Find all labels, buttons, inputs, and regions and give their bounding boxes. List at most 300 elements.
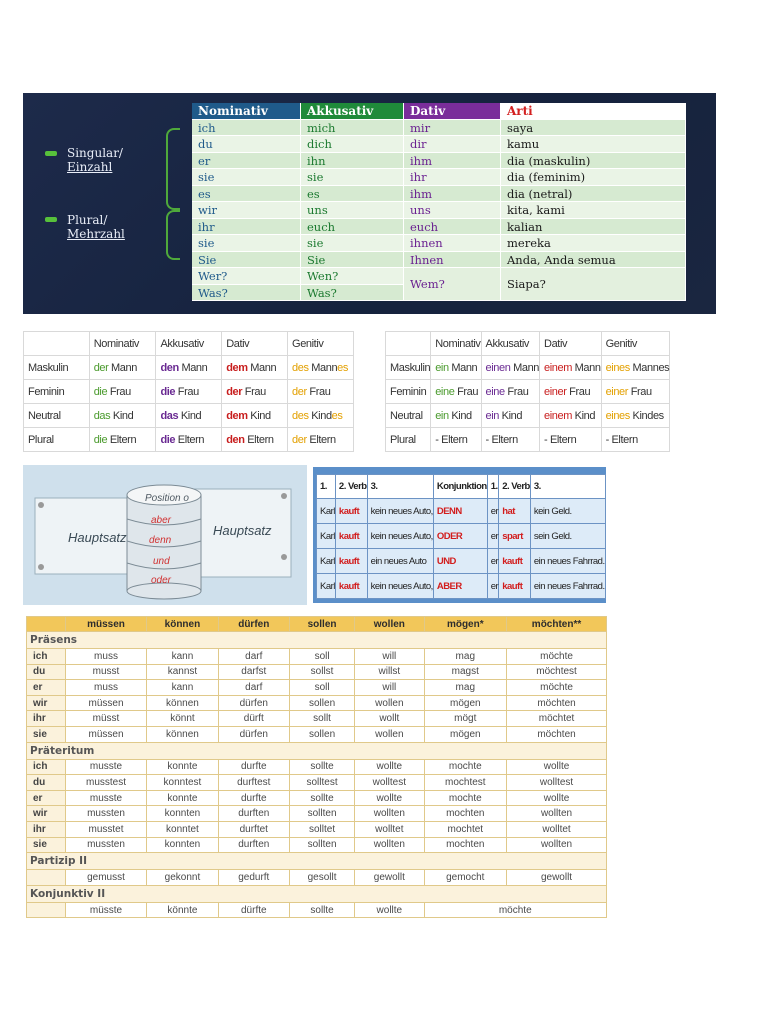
article-cell bbox=[89, 404, 156, 428]
pronoun-cell: dia (netral) bbox=[501, 186, 686, 203]
article-cell bbox=[540, 404, 602, 428]
bullet-icon bbox=[45, 151, 57, 156]
modal-cell: mochte bbox=[424, 790, 507, 806]
article-row-label: Maskulin bbox=[24, 356, 90, 380]
modal-pronoun: wir bbox=[27, 806, 66, 822]
article-part: Kind bbox=[247, 409, 271, 422]
modal-cell: mögt bbox=[424, 711, 507, 727]
modal-cell: wolltet bbox=[355, 821, 424, 837]
article-part: Kind bbox=[308, 409, 332, 422]
modal-cell: sollst bbox=[289, 664, 354, 680]
modal-cell: mag bbox=[424, 649, 507, 665]
modal-cell: konntest bbox=[147, 775, 218, 791]
article-part: Frau bbox=[504, 385, 529, 398]
article-part: einem bbox=[544, 361, 572, 374]
modal-header-cell: können bbox=[147, 617, 218, 632]
pronoun-cell: sie bbox=[301, 235, 404, 252]
modal-cell: könnte bbox=[147, 902, 218, 918]
diagram-left-label: Hauptsatz bbox=[68, 530, 127, 545]
conj-cell: Karl bbox=[317, 574, 336, 599]
pronoun-row bbox=[192, 235, 686, 252]
pronoun-row bbox=[192, 136, 686, 153]
article-cell bbox=[601, 356, 670, 380]
conj-cell: kauft bbox=[335, 574, 367, 599]
conj-cell: UND bbox=[433, 549, 487, 574]
article-part: Kindes bbox=[629, 409, 664, 422]
article-part: dem bbox=[226, 361, 248, 374]
article-part: Mann bbox=[308, 361, 338, 374]
modal-cell: möchte bbox=[507, 680, 607, 696]
modal-cell: wollten bbox=[507, 837, 607, 853]
modal-cell: durftest bbox=[218, 775, 289, 791]
conj-cell: ODER bbox=[433, 524, 487, 549]
article-part: - Eltern bbox=[544, 433, 577, 446]
modal-pronoun: wir bbox=[27, 695, 66, 711]
modal-pronoun: er bbox=[27, 680, 66, 696]
modal-pronoun: sie bbox=[27, 726, 66, 742]
pronoun-question-block bbox=[192, 268, 686, 301]
modal-cell: durftet bbox=[218, 821, 289, 837]
pronoun-cell: mich bbox=[301, 120, 404, 137]
modal-cell: dürfte bbox=[218, 902, 289, 918]
pronoun-cell: Sie bbox=[192, 252, 301, 269]
modal-row bbox=[27, 902, 607, 918]
article-row-label: Feminin bbox=[24, 380, 90, 404]
conj-header-cell: 3. bbox=[367, 475, 433, 499]
article-cell bbox=[540, 356, 602, 380]
modal-header-cell: möchten** bbox=[507, 617, 607, 632]
pronoun-cell: es bbox=[192, 186, 301, 203]
conj-cell: Karl bbox=[317, 524, 336, 549]
modal-cell: musst bbox=[65, 664, 147, 680]
modal-cell: wollte bbox=[507, 790, 607, 806]
pronoun-cell: Anda, Anda semua bbox=[501, 252, 686, 269]
article-row bbox=[386, 404, 670, 428]
article-part: Kind bbox=[110, 409, 134, 422]
article-part: das bbox=[160, 409, 179, 422]
modal-cell: konnte bbox=[147, 790, 218, 806]
article-part: - Eltern bbox=[435, 433, 468, 446]
pronoun-cell: dia (feminim) bbox=[501, 169, 686, 186]
modal-section-row bbox=[27, 632, 607, 649]
pronoun-cell: Was? bbox=[301, 285, 404, 302]
modal-cell: soll bbox=[289, 649, 354, 665]
article-cell bbox=[540, 380, 602, 404]
article-part: Mann bbox=[178, 361, 208, 374]
article-part: den bbox=[226, 433, 245, 446]
modal-row bbox=[27, 759, 607, 775]
modal-cell: mögen bbox=[424, 695, 507, 711]
article-row-label: Neutral bbox=[386, 404, 431, 428]
modal-pronoun: ihr bbox=[27, 711, 66, 727]
modal-pronoun: du bbox=[27, 664, 66, 680]
pronoun-header-cell: Akkusativ bbox=[301, 103, 404, 120]
modal-row bbox=[27, 775, 607, 791]
article-part: - Eltern bbox=[485, 433, 518, 446]
conj-header-row bbox=[317, 475, 606, 499]
article-cell bbox=[601, 428, 670, 452]
modal-cell: wolltest bbox=[355, 775, 424, 791]
modal-row bbox=[27, 837, 607, 853]
modal-cell: wollt bbox=[355, 711, 424, 727]
modal-cell: können bbox=[147, 726, 218, 742]
pronoun-cell: kamu bbox=[501, 136, 686, 153]
pronoun-cell: Wer? bbox=[192, 268, 301, 285]
modal-cell: wollen bbox=[355, 726, 424, 742]
modal-cell: konntet bbox=[147, 821, 218, 837]
pronoun-row bbox=[192, 169, 686, 186]
conj-cell: er bbox=[487, 574, 498, 599]
conj-cell: kauft bbox=[499, 549, 531, 574]
conj-row bbox=[317, 574, 606, 599]
bullet-icon bbox=[45, 217, 57, 222]
modal-cell: wollte bbox=[355, 790, 424, 806]
pronoun-cell: euch bbox=[404, 219, 501, 236]
modal-cell: musstest bbox=[65, 775, 147, 791]
article-cell bbox=[156, 404, 222, 428]
article-part: Eltern bbox=[306, 433, 336, 446]
conjunction-table bbox=[316, 474, 606, 599]
conj-header-cell: 3. bbox=[530, 475, 605, 499]
article-header-cell: Genitiv bbox=[601, 332, 670, 356]
pronoun-cell: wir bbox=[192, 202, 301, 219]
article-part: Mannes bbox=[629, 361, 670, 374]
pronoun-cell: sie bbox=[192, 169, 301, 186]
diagram-svg bbox=[23, 465, 307, 605]
screw-icon bbox=[281, 493, 287, 499]
article-part: das bbox=[93, 409, 111, 422]
modal-verb-table bbox=[26, 616, 607, 918]
modal-cell: mögen bbox=[424, 726, 507, 742]
conj-header-cell: 1. bbox=[317, 475, 336, 499]
modal-header-cell: müssen bbox=[65, 617, 147, 632]
article-part: eines bbox=[605, 409, 630, 422]
modal-cell: sollen bbox=[289, 726, 354, 742]
modal-cell: wolltet bbox=[507, 821, 607, 837]
modal-pronoun: sie bbox=[27, 837, 66, 853]
article-part: dem bbox=[226, 409, 248, 422]
diagram-word: oder bbox=[151, 575, 172, 586]
article-part: ein bbox=[485, 409, 500, 422]
modal-row bbox=[27, 680, 607, 696]
article-row-label: Maskulin bbox=[386, 356, 431, 380]
conj-cell: kein neues Auto, bbox=[367, 499, 433, 524]
modal-cell: wollen bbox=[355, 695, 424, 711]
pronoun-question-row bbox=[192, 268, 404, 285]
modal-section-label: Präsens bbox=[27, 632, 607, 649]
modal-cell: möchtet bbox=[507, 711, 607, 727]
article-cell bbox=[89, 428, 156, 452]
conj-cell: Karl bbox=[317, 549, 336, 574]
pronoun-header-cell: Arti bbox=[501, 103, 686, 120]
conj-cell: ein neues Fahrrad. bbox=[530, 574, 605, 599]
pronoun-header-cell: Nominativ bbox=[192, 103, 301, 120]
article-part: Mann bbox=[108, 361, 137, 374]
article-part: Kind bbox=[178, 409, 202, 422]
article-cell bbox=[288, 404, 354, 428]
article-part: die bbox=[93, 385, 108, 398]
conj-cell: spart bbox=[499, 524, 531, 549]
article-part: Kind bbox=[572, 409, 596, 422]
diagram-word: und bbox=[153, 556, 170, 567]
article-part: eine bbox=[485, 385, 505, 398]
modal-cell: mochten bbox=[424, 837, 507, 853]
pronoun-header-row bbox=[192, 103, 686, 120]
modal-pronoun: ihr bbox=[27, 821, 66, 837]
modal-cell: konnte bbox=[147, 759, 218, 775]
article-row bbox=[386, 428, 670, 452]
conj-cell: kauft bbox=[499, 574, 531, 599]
conj-cell: kauft bbox=[335, 499, 367, 524]
article-cell bbox=[156, 428, 222, 452]
article-part: der bbox=[226, 385, 243, 398]
article-part: Mann bbox=[448, 361, 478, 374]
conj-cell: sein Geld. bbox=[530, 524, 605, 549]
article-part: des bbox=[292, 361, 309, 374]
article-part: der bbox=[93, 361, 109, 374]
modal-cell: dürft bbox=[218, 711, 289, 727]
pronoun-row bbox=[192, 202, 686, 219]
modal-cell: mussten bbox=[65, 837, 147, 853]
article-row-label: Plural bbox=[24, 428, 90, 452]
article-part: Frau bbox=[175, 385, 199, 398]
modal-cell: gewollt bbox=[355, 870, 424, 886]
modal-cell: kann bbox=[147, 680, 218, 696]
modal-cell: musste bbox=[65, 790, 147, 806]
modal-cell: durfte bbox=[218, 790, 289, 806]
conj-header-cell: Konjunktion bbox=[433, 475, 487, 499]
modal-pronoun: ich bbox=[27, 759, 66, 775]
modal-cell: müsst bbox=[65, 711, 147, 727]
article-part: Frau bbox=[107, 385, 131, 398]
modal-blank bbox=[27, 870, 66, 886]
conjunction-diagram bbox=[23, 465, 307, 605]
article-part: Frau bbox=[628, 385, 652, 398]
screw-icon bbox=[281, 554, 287, 560]
article-part: ein bbox=[435, 409, 449, 422]
modal-cell: möchte bbox=[424, 902, 607, 918]
conj-cell: er bbox=[487, 499, 498, 524]
modal-header-cell: mögen* bbox=[424, 617, 507, 632]
modal-cell: willst bbox=[355, 664, 424, 680]
modal-cell: wollten bbox=[507, 806, 607, 822]
modal-cell: gemusst bbox=[65, 870, 147, 886]
modal-section-label: Präteritum bbox=[27, 742, 607, 759]
conj-row bbox=[317, 549, 606, 574]
diagram-word: denn bbox=[149, 535, 172, 546]
modal-cell: sollen bbox=[289, 695, 354, 711]
pronoun-cell: Ihnen bbox=[404, 252, 501, 269]
article-cell bbox=[431, 356, 481, 380]
article-part: Mann bbox=[510, 361, 540, 374]
article-cell bbox=[481, 428, 540, 452]
pronoun-cell: kita, kami bbox=[501, 202, 686, 219]
modal-cell: musstet bbox=[65, 821, 147, 837]
article-row bbox=[386, 380, 670, 404]
article-part: die bbox=[160, 433, 176, 446]
article-part: Frau bbox=[566, 385, 591, 398]
article-cell bbox=[222, 356, 288, 380]
article-header-cell: Nominativ bbox=[431, 332, 481, 356]
article-cell bbox=[431, 404, 481, 428]
pronoun-cell: Was? bbox=[192, 285, 301, 302]
indefinite-article-table bbox=[385, 331, 670, 452]
modal-cell: gewollt bbox=[507, 870, 607, 886]
pronoun-row bbox=[192, 186, 686, 203]
pronoun-cell: dich bbox=[301, 136, 404, 153]
article-cell bbox=[431, 428, 481, 452]
conj-header-cell: 2. Verb bbox=[499, 475, 531, 499]
modal-cell: wollten bbox=[355, 837, 424, 853]
modal-cell: durfte bbox=[218, 759, 289, 775]
pronoun-cell: es bbox=[301, 186, 404, 203]
article-cell bbox=[156, 380, 222, 404]
article-header-cell: Akkusativ bbox=[481, 332, 540, 356]
singular-label: Singular/ Einzahl bbox=[67, 146, 123, 174]
pronoun-cell: mir bbox=[404, 120, 501, 137]
article-cell bbox=[222, 428, 288, 452]
modal-cell: sollte bbox=[289, 790, 354, 806]
article-row bbox=[386, 356, 670, 380]
modal-header-cell: sollen bbox=[289, 617, 354, 632]
pronoun-cell: ihn bbox=[301, 153, 404, 170]
pronoun-row bbox=[192, 120, 686, 137]
article-header-cell bbox=[24, 332, 90, 356]
modal-cell: magst bbox=[424, 664, 507, 680]
modal-cell: müssen bbox=[65, 726, 147, 742]
modal-cell: durften bbox=[218, 806, 289, 822]
conj-cell: kauft bbox=[335, 524, 367, 549]
pronoun-question-arti: Siapa? bbox=[501, 268, 686, 301]
modal-pronoun: er bbox=[27, 790, 66, 806]
article-part: eines bbox=[605, 361, 630, 374]
article-part: es bbox=[331, 409, 343, 422]
modal-header-cell: dürfen bbox=[218, 617, 289, 632]
article-header-row bbox=[386, 332, 670, 356]
modal-section-row bbox=[27, 742, 607, 759]
modal-cell: dürfen bbox=[218, 695, 289, 711]
article-cell bbox=[222, 404, 288, 428]
article-part: einer bbox=[544, 385, 567, 398]
modal-cell: will bbox=[355, 649, 424, 665]
article-part: ein bbox=[435, 361, 449, 374]
pronoun-row bbox=[192, 153, 686, 170]
article-cell bbox=[288, 428, 354, 452]
article-header-cell: Dativ bbox=[540, 332, 602, 356]
modal-cell: darf bbox=[218, 649, 289, 665]
conj-cell: er bbox=[487, 524, 498, 549]
pronoun-row bbox=[192, 219, 686, 236]
article-header-cell bbox=[386, 332, 431, 356]
conj-cell: er bbox=[487, 549, 498, 574]
screw-icon bbox=[38, 502, 44, 508]
modal-cell: mochten bbox=[424, 806, 507, 822]
article-part: Eltern bbox=[175, 433, 205, 446]
article-part: die bbox=[160, 385, 176, 398]
modal-pronoun: ich bbox=[27, 649, 66, 665]
modal-cell: muss bbox=[65, 680, 147, 696]
article-part: des bbox=[292, 409, 309, 422]
diagram-right-label: Hauptsatz bbox=[213, 523, 272, 538]
article-row bbox=[24, 356, 354, 380]
modal-blank bbox=[27, 902, 66, 918]
article-part: Mann bbox=[572, 361, 601, 374]
conj-cell: hat bbox=[499, 499, 531, 524]
modal-cell: gedurft bbox=[218, 870, 289, 886]
modal-cell: möchten bbox=[507, 726, 607, 742]
article-header-row bbox=[24, 332, 354, 356]
article-part: eine bbox=[435, 385, 455, 398]
modal-row bbox=[27, 806, 607, 822]
pronoun-cell: ihnen bbox=[404, 235, 501, 252]
modal-cell: wolltest bbox=[507, 775, 607, 791]
article-part: Frau bbox=[306, 385, 331, 398]
conj-header-cell: 2. Verb bbox=[335, 475, 367, 499]
article-row bbox=[24, 380, 354, 404]
modal-header-row bbox=[27, 617, 607, 632]
article-cell bbox=[601, 380, 670, 404]
conj-header-cell: 1. bbox=[487, 475, 498, 499]
modal-row bbox=[27, 664, 607, 680]
pronoun-cell: ich bbox=[192, 120, 301, 137]
conj-cell: kein neues Auto, bbox=[367, 574, 433, 599]
screw-icon bbox=[38, 564, 44, 570]
modal-cell: will bbox=[355, 680, 424, 696]
article-cell bbox=[481, 404, 540, 428]
conj-cell: ein neues Fahrrad. bbox=[530, 549, 605, 574]
modal-section-label: Partizip II bbox=[27, 853, 607, 870]
diagram-position-label: Position o bbox=[145, 493, 189, 504]
pronoun-cell: ihr bbox=[404, 169, 501, 186]
article-part: Mann bbox=[247, 361, 277, 374]
article-cell bbox=[601, 404, 670, 428]
modal-cell: darf bbox=[218, 680, 289, 696]
article-cell bbox=[540, 428, 602, 452]
article-row bbox=[24, 404, 354, 428]
plural-brace-icon bbox=[166, 210, 180, 260]
modal-cell: wollten bbox=[355, 806, 424, 822]
article-header-cell: Nominativ bbox=[89, 332, 156, 356]
pronoun-question-left bbox=[192, 268, 404, 301]
conj-cell: kein Geld. bbox=[530, 499, 605, 524]
pronoun-cell: mereka bbox=[501, 235, 686, 252]
pronoun-question-row bbox=[192, 285, 404, 302]
conj-cell: Karl bbox=[317, 499, 336, 524]
modal-cell: können bbox=[147, 695, 218, 711]
modal-cell: solltest bbox=[289, 775, 354, 791]
modal-cell: könnt bbox=[147, 711, 218, 727]
modal-cell: gemocht bbox=[424, 870, 507, 886]
pronoun-cell: saya bbox=[501, 120, 686, 137]
modal-cell: mussten bbox=[65, 806, 147, 822]
article-cell bbox=[156, 356, 222, 380]
modal-cell: konnten bbox=[147, 837, 218, 853]
pronoun-cell: ihm bbox=[404, 186, 501, 203]
article-part: Frau bbox=[454, 385, 479, 398]
pronoun-cell: uns bbox=[404, 202, 501, 219]
modal-cell: mochtest bbox=[424, 775, 507, 791]
conj-cell: DENN bbox=[433, 499, 487, 524]
modal-row bbox=[27, 649, 607, 665]
modal-cell: möchtest bbox=[507, 664, 607, 680]
article-part: der bbox=[292, 433, 307, 446]
article-part: Frau bbox=[242, 385, 266, 398]
modal-cell: konnten bbox=[147, 806, 218, 822]
modal-cell: möchte bbox=[507, 649, 607, 665]
modal-cell: sollte bbox=[289, 902, 354, 918]
pronoun-cell: Wen? bbox=[301, 268, 404, 285]
modal-cell: soll bbox=[289, 680, 354, 696]
